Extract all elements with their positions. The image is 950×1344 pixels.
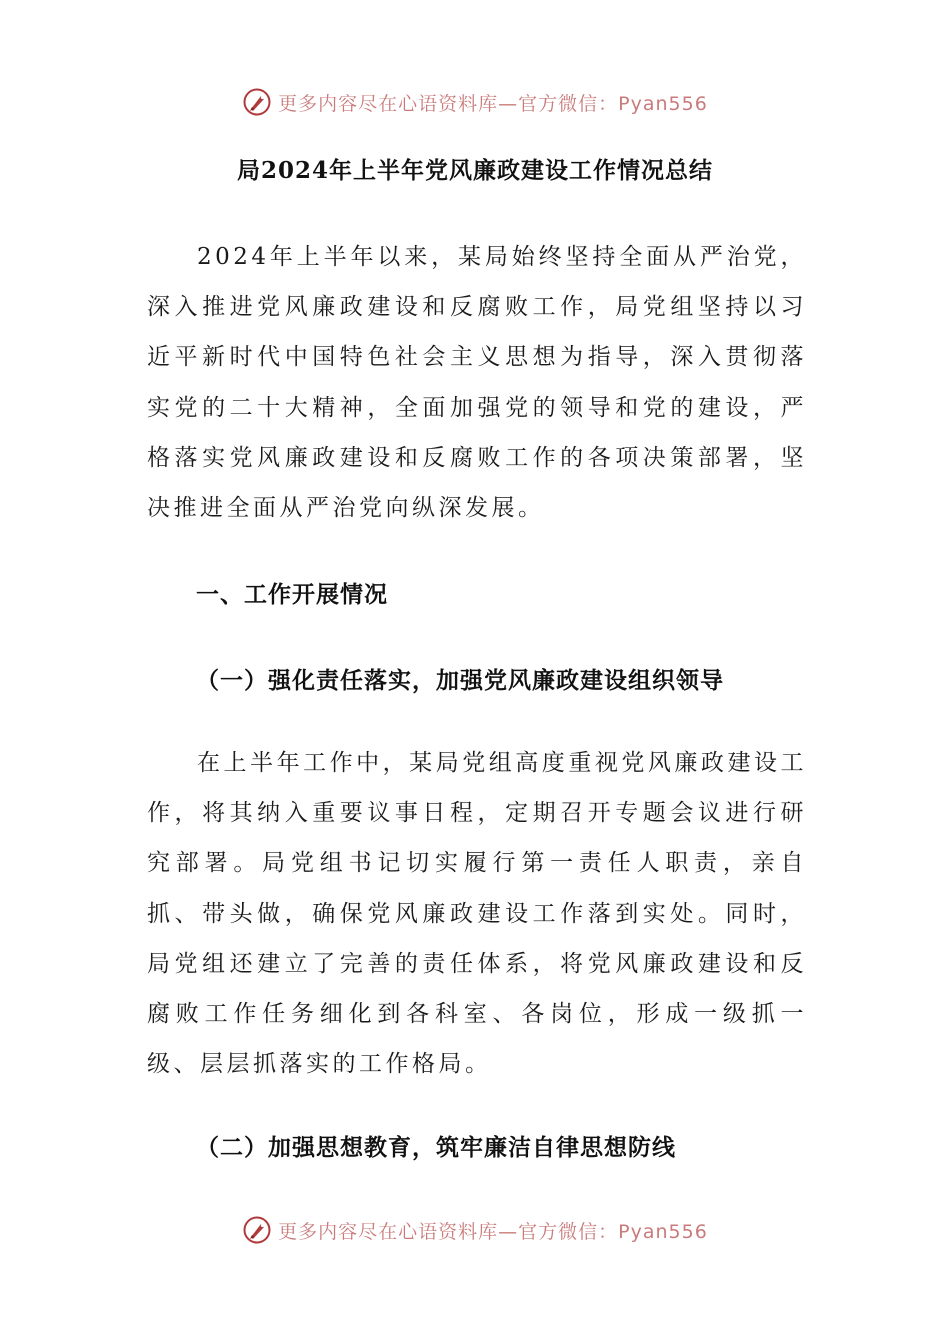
pen-nib-logo-icon — [242, 1215, 272, 1245]
watermark-text: 更多内容尽在心语资料库—官方微信：Pyan556 — [278, 1220, 708, 1243]
section-heading-work-progress: 一、工作开展情况 — [196, 581, 388, 608]
intro-paragraph: 2024年上半年以来，某局始终坚持全面从严治党，深入推进党风廉政建设和反腐败工作，局党组坚持以习近平新时代中国特色社会主义思想为指导，深入贯彻落实党的二十大精神，全面加强党的领导和党的建设，严格落实党风廉政建设和反腐败工作的各项决策部署，坚决推进全面从严治党向纵深发展。 — [147, 244, 807, 522]
subsection-body-responsibility: 在上半年工作中，某局党组高度重视党风廉政建设工作，将其纳入重要议事日程，定期召开专题会议进行研究部署。局党组书记切实履行第一责任人职责，亲自抓、带头做，确保党风廉政建设工作落到实处。同时，局党组还建立了完善的责任体系，将党风廉政建设和反腐败工作任务细化到各科室、各岗位，形成一级抓一级、层层抓落实的工作格局。 — [147, 750, 807, 1078]
watermark-banner-bottom — [0, 1210, 950, 1250]
document-title: 局2024年上半年党风廉政建设工作情况总结 — [236, 157, 713, 184]
pen-nib-logo-icon — [242, 87, 272, 117]
watermark-banner-top — [0, 82, 950, 122]
subsection-heading-ideological-education: （二）加强思想教育，筑牢廉洁自律思想防线 — [196, 1134, 676, 1161]
watermark-text: 更多内容尽在心语资料库—官方微信：Pyan556 — [278, 92, 708, 115]
subsection-heading-responsibility: （一）强化责任落实，加强党风廉政建设组织领导 — [196, 667, 724, 694]
